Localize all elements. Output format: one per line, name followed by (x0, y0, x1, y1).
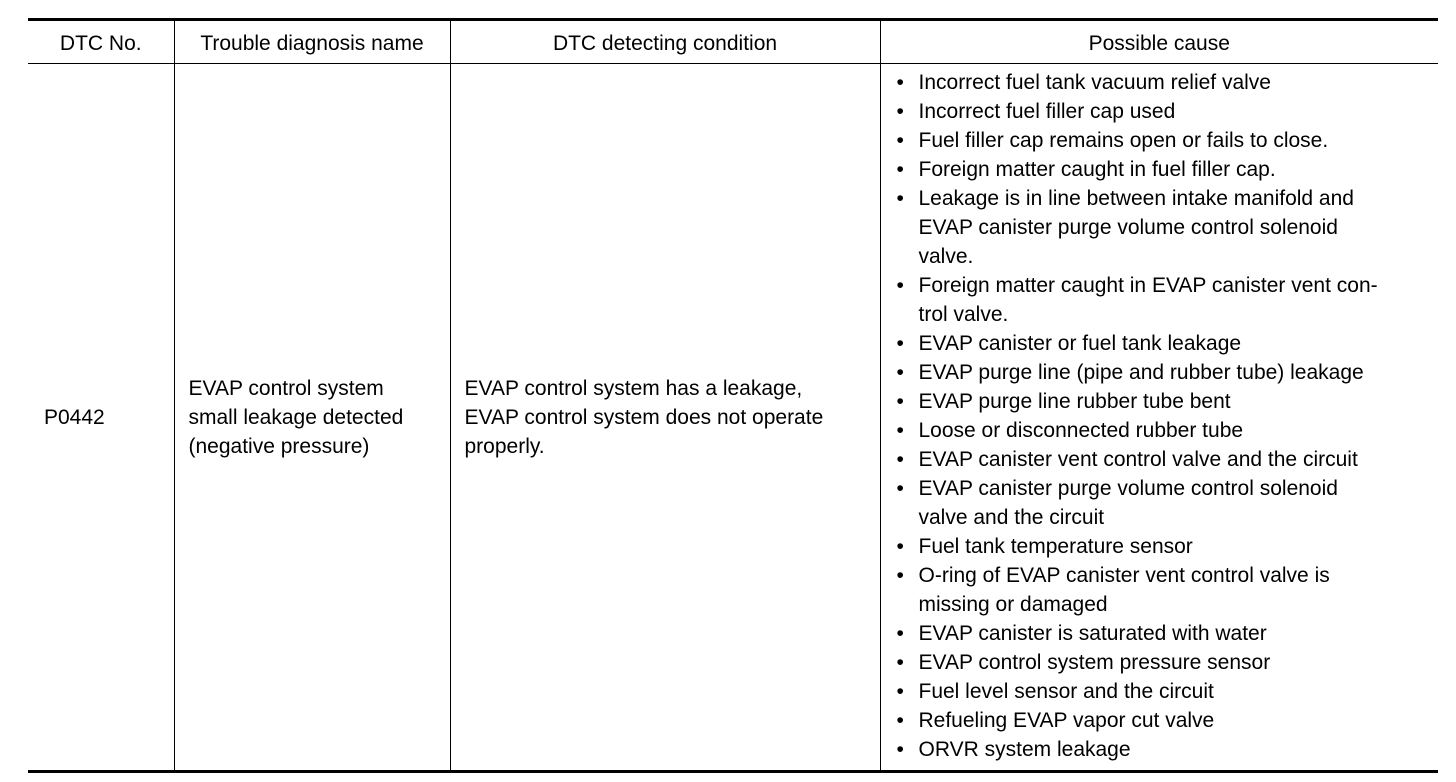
cause-line: • Incorrect fuel filler cap used (918, 100, 1176, 123)
list-item (897, 155, 1429, 184)
cause-line: • EVAP canister purge volume control solenoid (918, 477, 1338, 500)
list-item (897, 474, 1429, 532)
cause-line: • Foreign matter caught in fuel filler cap. (918, 158, 1276, 181)
list-item (897, 735, 1429, 764)
header-row (28, 20, 1438, 64)
cause-line: valve and the circuit (918, 506, 1105, 529)
trouble-name-line: small leakage detected (188, 405, 404, 429)
list-item (897, 126, 1429, 155)
condition-line: properly. (464, 434, 545, 458)
list-item (897, 561, 1429, 619)
list-item (897, 68, 1429, 97)
list-item (897, 532, 1429, 561)
possible-cause-list (897, 68, 1429, 764)
cause-line: • Refueling EVAP vapor cut valve (918, 709, 1215, 732)
cause-line: • Incorrect fuel tank vacuum relief valve (918, 71, 1271, 94)
trouble-name-line: EVAP control system (188, 376, 384, 400)
list-item (897, 445, 1429, 474)
list-item (897, 358, 1429, 387)
header-dtc-no: DTC No. (28, 20, 174, 64)
list-item (897, 619, 1429, 648)
table-row (28, 64, 1438, 772)
detecting-condition (450, 64, 880, 772)
list-item (897, 648, 1429, 677)
list-item (897, 271, 1429, 329)
dtc-number: P0442 (28, 64, 174, 772)
cause-line: • Foreign matter caught in EVAP canister vent con- (918, 274, 1378, 297)
cause-line: • Leakage is in line between intake manifold and (918, 187, 1354, 210)
trouble-name-line: (negative pressure) (188, 434, 370, 458)
condition-line: EVAP control system does not operate (464, 405, 824, 429)
cause-line: • ORVR system leakage (918, 738, 1131, 761)
list-item (897, 184, 1429, 271)
header-possible-cause: Possible cause (880, 20, 1438, 64)
cause-line: • O-ring of EVAP canister vent control valve is (918, 564, 1330, 587)
cause-line: • EVAP control system pressure sensor (918, 651, 1271, 674)
cause-line: • Fuel filler cap remains open or fails to close. (918, 129, 1329, 152)
trouble-diagnosis-name (174, 64, 450, 772)
cause-line: • EVAP canister or fuel tank leakage (918, 332, 1242, 355)
list-item (897, 416, 1429, 445)
cause-line: valve. (918, 245, 974, 268)
cause-line: • EVAP canister is saturated with water (918, 622, 1267, 645)
list-item (897, 329, 1429, 358)
cause-line: missing or damaged (918, 593, 1108, 616)
list-item (897, 677, 1429, 706)
cause-line: trol valve. (918, 303, 1009, 326)
list-item (897, 97, 1429, 126)
cause-line: EVAP canister purge volume control solenoid (918, 216, 1338, 239)
condition-line: EVAP control system has a leakage, (464, 376, 803, 400)
header-trouble-diagnosis-name: Trouble diagnosis name (174, 20, 450, 64)
cause-line: • Loose or disconnected rubber tube (918, 419, 1244, 442)
list-item (897, 387, 1429, 416)
possible-cause (880, 64, 1438, 772)
list-item (897, 706, 1429, 735)
cause-line: • EVAP canister vent control valve and the circuit (918, 448, 1358, 471)
cause-line: • EVAP purge line (pipe and rubber tube) leakage (918, 361, 1364, 384)
dtc-table (28, 18, 1438, 773)
header-dtc-detecting-condition: DTC detecting condition (450, 20, 880, 64)
cause-line: • Fuel level sensor and the circuit (918, 680, 1214, 703)
cause-line: • EVAP purge line rubber tube bent (918, 390, 1231, 413)
cause-line: • Fuel tank temperature sensor (918, 535, 1193, 558)
